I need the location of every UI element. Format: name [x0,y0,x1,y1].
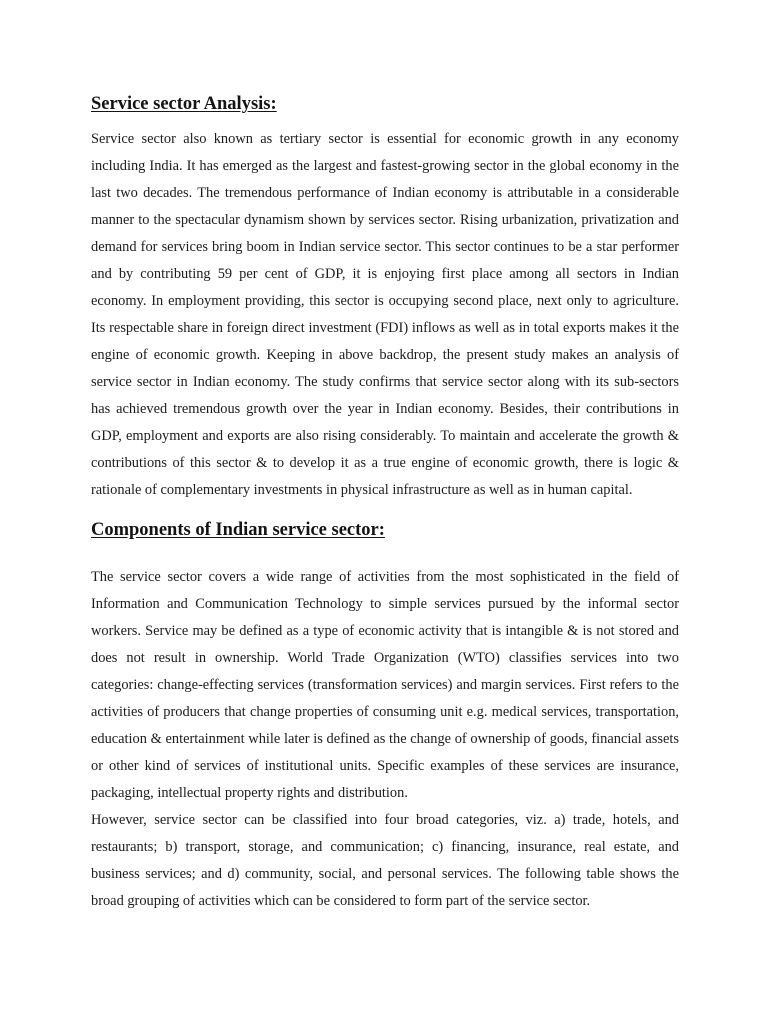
section-heading-components: Components of Indian service sector: [91,520,385,540]
paragraph-components-1: The service sector covers a wide range of activities from the most sophisticated in the field of Information and Communication Technology to simple services pursued by the informal sector workers. Service may be defined as a type of economic activity that is intangible & is not stored and does not result in ownership. World Trade Organization (WTO) classifies services into two categories: change-effecting services (transformation services) and margin services. First refers to the activities of producers that change properties of consuming unit e.g. medical services, transportation, education & entertainment while later is defined as the change of ownership of goods, financial assets or other kind of services of institutional units. Specific examples of these services are insurance, packaging, intellectual property rights and distribution. [91,569,679,801]
paragraph-service-sector-analysis: Service sector also known as tertiary sector is essential for economic growth in any economy including India. It has emerged as the largest and fastest-growing sector in the global economy in the last two decades. The tremendous performance of Indian economy is attributable in a considerable manner to the spectacular dynamism shown by services sector. Rising urbanization, privatization and demand for services bring boom in Indian service sector. This sector continues to be a star performer and by contributing 59 per cent of GDP, it is enjoying first place among all sectors in Indian economy. In employment providing, this sector is occupying second place, next only to agriculture. Its respectable share in foreign direct investment (FDI) inflows as well as in total exports makes it the engine of economic growth. Keeping in above backdrop, the present study makes an analysis of service sector in Indian economy. The study confirms that service sector along with its sub-sectors has achieved tremendous growth over the year in Indian economy. Besides, their contributions in GDP, employment and exports are also rising considerably. To maintain and accelerate the growth & contributions of this sector & to develop it as a true engine of economic growth, there is logic & rationale of complementary investments in physical infrastructure as well as in human capital. [91,131,679,498]
document-content [91,90,679,915]
section-heading-service-sector-analysis: Service sector Analysis: [91,94,277,114]
paragraph-components-2: However, service sector can be classified into four broad categories, viz. a) trade, hotels, and restaurants; b) transport, storage, and communication; c) financing, insurance, real estate, and business services; and d) community, social, and personal services. The following table shows the broad grouping of activities which can be considered to form part of the service sector. [91,812,679,909]
